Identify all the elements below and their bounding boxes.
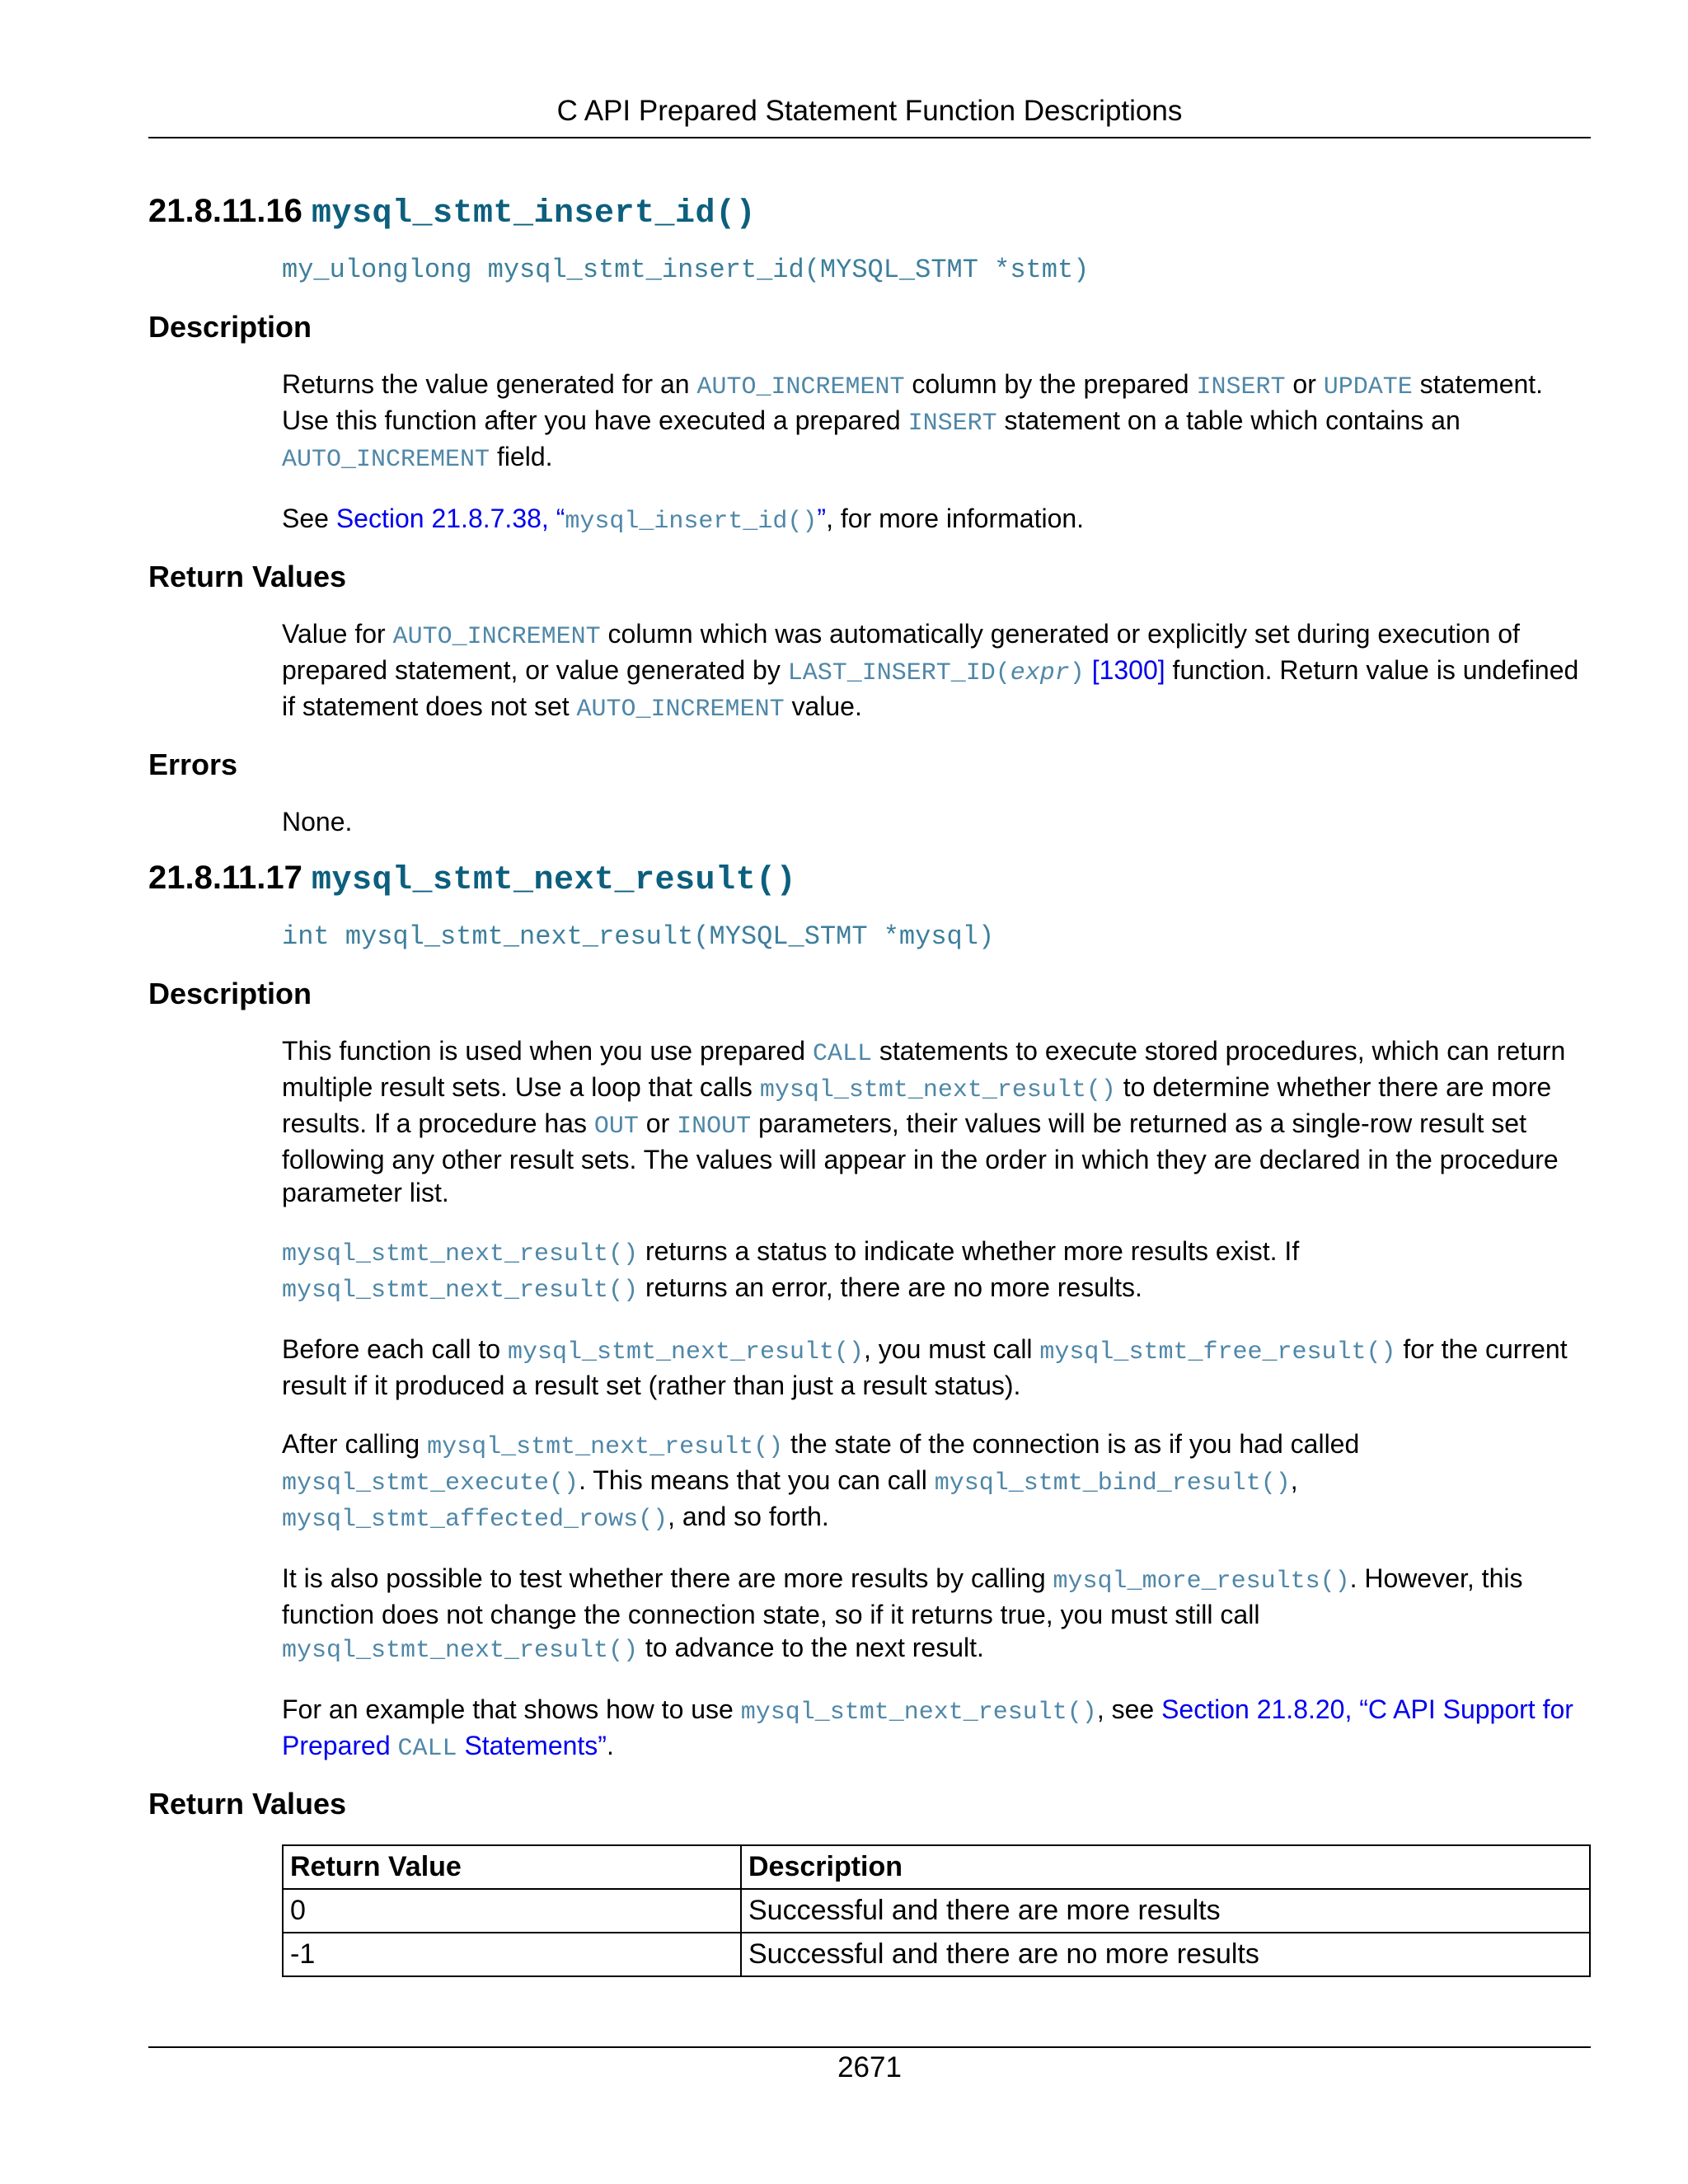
code-auto-increment: AUTO_INCREMENT xyxy=(696,373,905,401)
return-values-heading: Return Values xyxy=(148,1787,347,1821)
errors-text: None. xyxy=(282,807,353,837)
code-next-result: mysql_stmt_next_result() xyxy=(282,1277,639,1305)
code-auto-increment: AUTO_INCREMENT xyxy=(392,623,601,651)
section-title-insert-id xyxy=(148,190,1591,236)
code-next-result: mysql_stmt_next_result() xyxy=(427,1433,784,1461)
page-ref-link[interactable]: [1300] xyxy=(1091,655,1165,685)
table-row xyxy=(283,1889,1590,1933)
description-paragraph: This function is used when you use prepared CALL statements to execute stored procedures, which can return multiple result sets. Use a loop that calls mysql_stmt_next_result() to determine whether there are more results. If a procedure has OUT or INOUT parameters, their values will be returned as a single-row result set following any other result sets. The values will appear in the order in which they are declared in the procedure parameter list. xyxy=(282,1036,1566,1207)
function-name: mysql_stmt_next_result() xyxy=(311,862,797,899)
return-value-cell: 0 xyxy=(283,1889,741,1933)
connection-state-paragraph: After calling mysql_stmt_next_result() the state of the connection is as if you had called mysql_stmt_execute(). This means that you can call mysql_stmt_bind_result(), mysql_stmt_affected_rows(), and so forth. xyxy=(282,1429,1360,1534)
section-link-mysql-insert-id[interactable]: Section 21.8.7.38, “mysql_insert_id()” xyxy=(335,504,827,536)
code-update: UPDATE xyxy=(1323,373,1413,401)
table-row xyxy=(283,1933,1590,1976)
code-inout: INOUT xyxy=(677,1113,752,1141)
more-results-paragraph: It is also possible to test whether there are more results by calling mysql_more_results(). However, this function does not change the connection state, so if it returns true, you must still call mysql_stmt_next_result() to advance to the next result. xyxy=(282,1563,1523,1665)
header-rule xyxy=(148,137,1591,138)
return-values-heading: Return Values xyxy=(148,560,347,593)
running-header: C API Prepared Statement Function Descriptions xyxy=(556,95,1183,127)
see-also-paragraph: See Section 21.8.7.38, “mysql_insert_id()”, for more information. xyxy=(282,504,1085,536)
free-result-paragraph: Before each call to mysql_stmt_next_result(), you must call mysql_stmt_free_result() for the current result if it produced a result set (rather than just a result status). xyxy=(282,1334,1568,1400)
code-execute: mysql_stmt_execute() xyxy=(282,1469,579,1497)
table-header-row xyxy=(283,1845,1590,1889)
function-synopsis: my_ulonglong mysql_stmt_insert_id(MYSQL_STMT *stmt) xyxy=(282,255,1090,285)
section-link-prepared-call[interactable]: Section 21.8.20, “C API Support for Prepared CALL Statements” xyxy=(282,1694,1573,1763)
code-next-result: mysql_stmt_next_result() xyxy=(740,1699,1097,1727)
code-insert: INSERT xyxy=(907,410,997,438)
description-cell: Successful and there are no more results xyxy=(741,1933,1590,1976)
function-name: mysql_stmt_insert_id() xyxy=(311,195,757,232)
description-paragraph: Returns the value generated for an AUTO_INCREMENT column by the prepared INSERT or UPDATE statement. Use this function after you have executed a prepared INSERT statement on a table which contains an AUTO_INCREMENT field. xyxy=(282,369,1544,474)
return-value-cell: -1 xyxy=(283,1933,741,1976)
code-last-insert-id: LAST_INSERT_ID(expr) xyxy=(787,659,1085,687)
code-next-result: mysql_stmt_next_result() xyxy=(282,1240,639,1268)
column-header-return-value: Return Value xyxy=(283,1845,741,1889)
section-number: 21.8.11.17 xyxy=(148,860,302,896)
code-insert: INSERT xyxy=(1196,373,1286,401)
return-values-paragraph: Value for AUTO_INCREMENT column which was automatically generated or explicitly set during execution of prepared statement, or value generated by LAST_INSERT_ID(expr) [1300] function. Return value is undefined if statement does not set AUTO_INCREMENT value. xyxy=(282,619,1579,724)
code-auto-increment: AUTO_INCREMENT xyxy=(282,446,490,474)
function-synopsis: int mysql_stmt_next_result(MYSQL_STMT *mysql) xyxy=(282,921,995,952)
code-next-result: mysql_stmt_next_result() xyxy=(282,1637,639,1665)
code-auto-increment: AUTO_INCREMENT xyxy=(576,696,785,724)
code-affected-rows: mysql_stmt_affected_rows() xyxy=(282,1506,668,1534)
page-number: 2671 xyxy=(837,2051,902,2083)
code-more-results: mysql_more_results() xyxy=(1053,1568,1350,1596)
footer-rule xyxy=(148,2046,1591,2048)
return-values-table xyxy=(282,1844,1591,1977)
section-title-next-result xyxy=(148,856,1591,902)
description-heading: Description xyxy=(148,977,312,1010)
section-number: 21.8.11.16 xyxy=(148,193,302,229)
errors-heading: Errors xyxy=(148,748,238,781)
code-call: CALL xyxy=(812,1040,872,1068)
code-next-result: mysql_stmt_next_result() xyxy=(507,1338,865,1366)
column-header-description: Description xyxy=(741,1845,1590,1889)
code-bind-result: mysql_stmt_bind_result() xyxy=(934,1469,1291,1497)
example-paragraph: For an example that shows how to use mysql_stmt_next_result(), see Section 21.8.20, “C API Support for Prepared CALL Statements”. xyxy=(282,1694,1573,1763)
page-content xyxy=(148,190,1591,1977)
code-free-result: mysql_stmt_free_result() xyxy=(1039,1338,1396,1366)
code-out: OUT xyxy=(593,1113,639,1141)
status-paragraph: mysql_stmt_next_result() returns a status to indicate whether more results exist. If mysql_stmt_next_result() returns an error, there are no more results. xyxy=(282,1236,1300,1305)
code-next-result: mysql_stmt_next_result() xyxy=(759,1076,1116,1104)
description-cell: Successful and there are more results xyxy=(741,1889,1590,1933)
description-heading: Description xyxy=(148,310,312,344)
